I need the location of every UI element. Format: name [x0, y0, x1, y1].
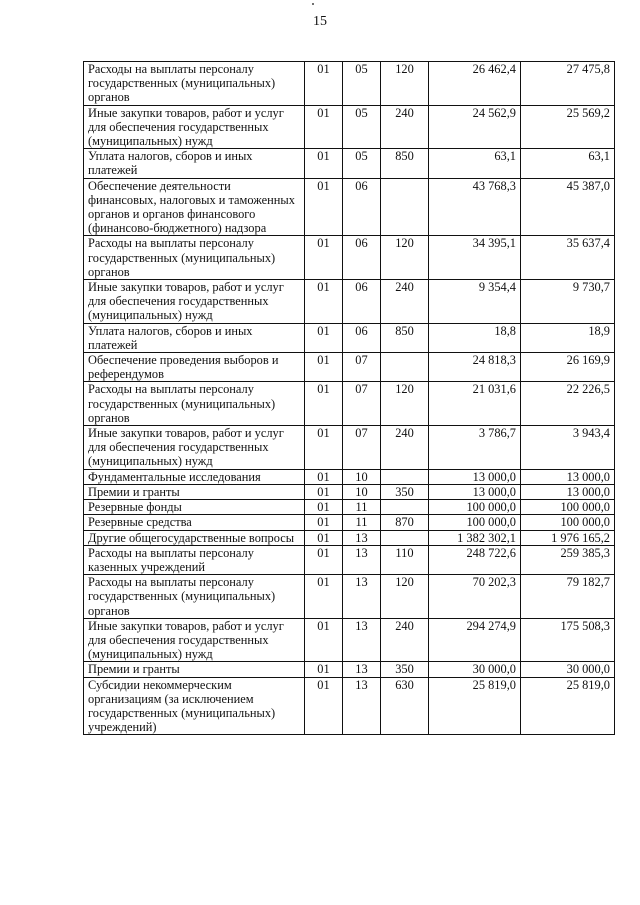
- expense-name: Расходы на выплаты персоналу казенных учреждений: [84, 545, 305, 574]
- amount-year-2: 100 000,0: [521, 500, 615, 515]
- table-row: [84, 545, 615, 574]
- table-row: [84, 469, 615, 484]
- amount-year-1: 13 000,0: [429, 469, 521, 484]
- expense-name: Иные закупки товаров, работ и услуг для обеспечения государственных (муниципальных) нужд: [84, 280, 305, 324]
- table-row: [84, 280, 615, 324]
- section-code: 01: [305, 280, 343, 324]
- table-row: [84, 105, 615, 149]
- table-body: [84, 62, 615, 735]
- amount-year-2: 79 182,7: [521, 575, 615, 619]
- subsection-code: 13: [343, 530, 381, 545]
- scan-speck: [312, 3, 314, 5]
- subsection-code: 07: [343, 353, 381, 382]
- table-row: [84, 618, 615, 662]
- table-row: [84, 382, 615, 426]
- budget-table: [83, 61, 615, 735]
- expense-type-code: 630: [381, 677, 429, 735]
- amount-year-2: 13 000,0: [521, 469, 615, 484]
- table-row: [84, 484, 615, 499]
- amount-year-2: 63,1: [521, 149, 615, 178]
- expense-name: Уплата налогов, сборов и иных платежей: [84, 149, 305, 178]
- table-row: [84, 515, 615, 530]
- expense-name: Уплата налогов, сборов и иных платежей: [84, 323, 305, 352]
- amount-year-1: 294 274,9: [429, 618, 521, 662]
- subsection-code: 07: [343, 426, 381, 470]
- table-row: [84, 426, 615, 470]
- expense-type-code: 240: [381, 105, 429, 149]
- expense-name: Расходы на выплаты персоналу государственных (муниципальных) органов: [84, 236, 305, 280]
- subsection-code: 05: [343, 149, 381, 178]
- expense-type-code: [381, 178, 429, 236]
- expense-type-code: 120: [381, 382, 429, 426]
- section-code: 01: [305, 105, 343, 149]
- subsection-code: 10: [343, 469, 381, 484]
- subsection-code: 13: [343, 618, 381, 662]
- section-code: 01: [305, 353, 343, 382]
- amount-year-2: 26 169,9: [521, 353, 615, 382]
- amount-year-2: 1 976 165,2: [521, 530, 615, 545]
- amount-year-2: 25 569,2: [521, 105, 615, 149]
- expense-type-code: 120: [381, 575, 429, 619]
- amount-year-1: 24 562,9: [429, 105, 521, 149]
- expense-name: Обеспечение проведения выборов и референдумов: [84, 353, 305, 382]
- section-code: 01: [305, 62, 343, 106]
- subsection-code: 11: [343, 515, 381, 530]
- table-row: [84, 62, 615, 106]
- amount-year-1: 3 786,7: [429, 426, 521, 470]
- amount-year-2: 25 819,0: [521, 677, 615, 735]
- amount-year-2: 22 226,5: [521, 382, 615, 426]
- table-row: [84, 500, 615, 515]
- amount-year-1: 25 819,0: [429, 677, 521, 735]
- amount-year-2: 175 508,3: [521, 618, 615, 662]
- expense-type-code: 240: [381, 618, 429, 662]
- amount-year-2: 18,9: [521, 323, 615, 352]
- page-number: 15: [313, 14, 327, 29]
- expense-name: Обеспечение деятельности финансовых, налоговых и таможенных органов и органов финансового (финансово-бюджетного) надзора: [84, 178, 305, 236]
- table-row: [84, 662, 615, 677]
- expense-name: Расходы на выплаты персоналу государственных (муниципальных) органов: [84, 575, 305, 619]
- table-row: [84, 149, 615, 178]
- subsection-code: 13: [343, 677, 381, 735]
- amount-year-1: 21 031,6: [429, 382, 521, 426]
- expense-type-code: 120: [381, 62, 429, 106]
- expense-name: Премии и гранты: [84, 662, 305, 677]
- section-code: 01: [305, 149, 343, 178]
- section-code: 01: [305, 323, 343, 352]
- expense-name: Субсидии некоммерческим организациям (за исключением государственных (муниципальных) учреждений): [84, 677, 305, 735]
- expense-type-code: [381, 500, 429, 515]
- subsection-code: 11: [343, 500, 381, 515]
- expense-name: Премии и гранты: [84, 484, 305, 499]
- expense-name: Расходы на выплаты персоналу государственных (муниципальных) органов: [84, 62, 305, 106]
- amount-year-1: 100 000,0: [429, 515, 521, 530]
- expense-name: Резервные фонды: [84, 500, 305, 515]
- subsection-code: 13: [343, 575, 381, 619]
- section-code: 01: [305, 500, 343, 515]
- amount-year-1: 30 000,0: [429, 662, 521, 677]
- section-code: 01: [305, 484, 343, 499]
- amount-year-1: 18,8: [429, 323, 521, 352]
- subsection-code: 06: [343, 178, 381, 236]
- expense-name: Резервные средства: [84, 515, 305, 530]
- section-code: 01: [305, 545, 343, 574]
- expense-type-code: 870: [381, 515, 429, 530]
- amount-year-2: 259 385,3: [521, 545, 615, 574]
- expense-name: Иные закупки товаров, работ и услуг для обеспечения государственных (муниципальных) нужд: [84, 426, 305, 470]
- table-row: [84, 677, 615, 735]
- expense-name: Иные закупки товаров, работ и услуг для обеспечения государственных (муниципальных) нужд: [84, 618, 305, 662]
- expense-name: Расходы на выплаты персоналу государственных (муниципальных) органов: [84, 382, 305, 426]
- table-row: [84, 575, 615, 619]
- amount-year-1: 70 202,3: [429, 575, 521, 619]
- amount-year-2: 30 000,0: [521, 662, 615, 677]
- amount-year-2: 13 000,0: [521, 484, 615, 499]
- amount-year-1: 43 768,3: [429, 178, 521, 236]
- subsection-code: 06: [343, 236, 381, 280]
- section-code: 01: [305, 426, 343, 470]
- expense-type-code: 350: [381, 484, 429, 499]
- subsection-code: 10: [343, 484, 381, 499]
- expense-type-code: [381, 530, 429, 545]
- subsection-code: 05: [343, 105, 381, 149]
- section-code: 01: [305, 618, 343, 662]
- subsection-code: 05: [343, 62, 381, 106]
- section-code: 01: [305, 662, 343, 677]
- expense-name: Другие общегосударственные вопросы: [84, 530, 305, 545]
- table-row: [84, 178, 615, 236]
- amount-year-2: 35 637,4: [521, 236, 615, 280]
- section-code: 01: [305, 677, 343, 735]
- amount-year-1: 100 000,0: [429, 500, 521, 515]
- expense-type-code: 850: [381, 323, 429, 352]
- amount-year-2: 45 387,0: [521, 178, 615, 236]
- section-code: 01: [305, 382, 343, 426]
- amount-year-1: 248 722,6: [429, 545, 521, 574]
- section-code: 01: [305, 236, 343, 280]
- section-code: 01: [305, 530, 343, 545]
- subsection-code: 06: [343, 323, 381, 352]
- section-code: 01: [305, 575, 343, 619]
- table-row: [84, 353, 615, 382]
- subsection-code: 13: [343, 662, 381, 677]
- amount-year-1: 13 000,0: [429, 484, 521, 499]
- expense-name: Фундаментальные исследования: [84, 469, 305, 484]
- amount-year-1: 34 395,1: [429, 236, 521, 280]
- expense-type-code: 850: [381, 149, 429, 178]
- expense-type-code: 240: [381, 280, 429, 324]
- expense-type-code: [381, 469, 429, 484]
- amount-year-1: 26 462,4: [429, 62, 521, 106]
- expense-type-code: [381, 353, 429, 382]
- section-code: 01: [305, 515, 343, 530]
- expense-type-code: 120: [381, 236, 429, 280]
- table-row: [84, 530, 615, 545]
- amount-year-2: 27 475,8: [521, 62, 615, 106]
- table-row: [84, 236, 615, 280]
- amount-year-2: 9 730,7: [521, 280, 615, 324]
- subsection-code: 13: [343, 545, 381, 574]
- expense-name: Иные закупки товаров, работ и услуг для обеспечения государственных (муниципальных) нужд: [84, 105, 305, 149]
- table-row: [84, 323, 615, 352]
- section-code: 01: [305, 469, 343, 484]
- subsection-code: 07: [343, 382, 381, 426]
- expense-type-code: 240: [381, 426, 429, 470]
- amount-year-1: 1 382 302,1: [429, 530, 521, 545]
- expense-type-code: 110: [381, 545, 429, 574]
- amount-year-2: 3 943,4: [521, 426, 615, 470]
- amount-year-1: 9 354,4: [429, 280, 521, 324]
- amount-year-1: 63,1: [429, 149, 521, 178]
- subsection-code: 06: [343, 280, 381, 324]
- amount-year-1: 24 818,3: [429, 353, 521, 382]
- expense-type-code: 350: [381, 662, 429, 677]
- amount-year-2: 100 000,0: [521, 515, 615, 530]
- section-code: 01: [305, 178, 343, 236]
